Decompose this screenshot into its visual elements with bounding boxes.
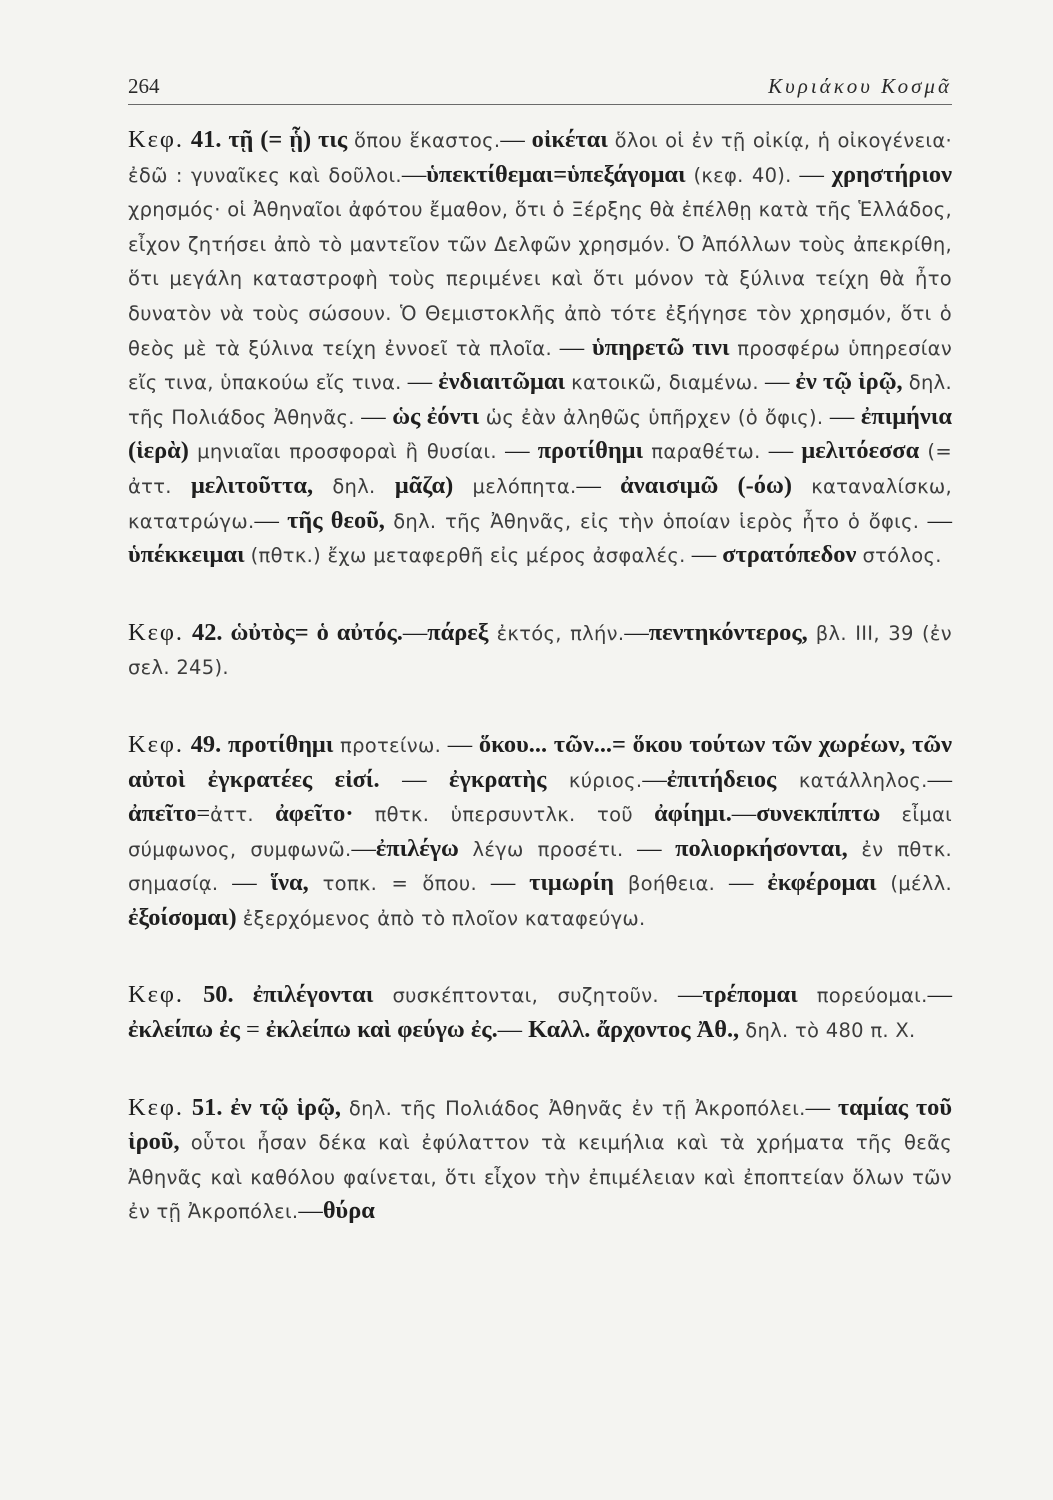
lemma-term: ἐξοίσομαι): [128, 903, 237, 931]
gloss-text: λέγω προσέτι.: [472, 837, 624, 861]
gloss-text: ἐν πθτκ. σημασίᾳ.: [128, 837, 952, 896]
separator: =: [196, 800, 211, 828]
gloss-text: τοπκ. = ὅπου.: [322, 872, 477, 896]
separator: [848, 835, 862, 862]
separator: —: [500, 126, 532, 153]
separator: —: [354, 402, 393, 430]
lemma-term: ἀπεῖτο: [128, 800, 197, 828]
separator: —: [642, 765, 667, 793]
gloss-text: προτείνω.: [340, 733, 442, 757]
chapter-number: 49.: [190, 730, 222, 758]
lemma-term: πολιορκήσονται,: [675, 834, 848, 862]
gloss-text: στόλος.: [862, 544, 942, 568]
gloss-text: συσκέπτονται, συζητοῦν.: [392, 984, 659, 1008]
separator: [459, 835, 473, 862]
lemma-term: ἐν τῷ ἱρῷ,: [230, 1093, 342, 1121]
chapter-label: Κεφ.: [128, 1093, 185, 1121]
separator: [353, 800, 374, 827]
separator: [798, 981, 817, 1008]
lemma-term: ἐπιλέγω: [375, 834, 459, 862]
gloss-text: προσφέρω ὑπηρεσίαν εἴς τινα, ὑπακούω εἴς τινα.: [128, 336, 953, 395]
separator: [608, 126, 615, 153]
chapter-entries: [128, 981, 952, 1043]
separator: [309, 869, 323, 896]
separator: —: [254, 506, 288, 534]
separator: —: [760, 437, 802, 465]
separator: —: [658, 981, 703, 1009]
commentary-body: [128, 123, 952, 1272]
lemma-term: ἐνδιαιτῶμαι: [438, 368, 566, 396]
separator: —: [218, 869, 271, 897]
gloss-text: (πθτκ.) ἔχω μεταφερθῆ εἰς μέρος ἀσφαλές.: [250, 544, 686, 568]
gloss-text: πθτκ. ὑπερσυντλκ. τοῦ: [374, 803, 633, 827]
chapter-entries: [128, 126, 952, 568]
separator: —: [758, 368, 796, 396]
gloss-text: δηλ. τὸ 480 π. Χ.: [745, 1019, 916, 1043]
lemma-term: Καλλ. ἄρχοντος Ἀθ.,: [528, 1016, 740, 1044]
chapter-section-42: [128, 616, 952, 685]
separator: —: [441, 730, 479, 758]
separator: —: [497, 1016, 529, 1044]
separator: —: [351, 834, 376, 862]
lemma-term: τῆς θεοῦ,: [287, 506, 385, 534]
separator: [792, 472, 811, 499]
lemma-term: στρατόπεδον: [722, 541, 857, 569]
lemma-term: ὡὐτὸς= ὁ αὐτός.: [230, 618, 403, 646]
separator: —: [731, 800, 757, 828]
separator: —: [496, 437, 538, 465]
lemma-term: ταμίας τοῦ ἱροῦ,: [128, 1093, 952, 1156]
separator: [489, 619, 497, 646]
lemma-term: ὑπηρετῶ τινι: [591, 333, 730, 361]
separator: —: [379, 765, 449, 793]
separator: —: [623, 834, 676, 862]
lemma-term: ἐγκρατὴς: [448, 765, 547, 793]
gloss-text: πορεύομαι.: [816, 984, 928, 1008]
separator: —: [715, 869, 768, 897]
chapter-label: Κεφ.: [128, 618, 185, 646]
separator: —: [298, 1197, 323, 1225]
chapter-paragraph: [128, 123, 952, 573]
gloss-text: δηλ. τῆς Ἀθηνᾶς, εἰς τὴν ὁποίαν ἱερὸς ἦτο ὁ ὄφις.: [393, 509, 920, 533]
lemma-term: ἐπιτήδειος: [666, 765, 777, 793]
lemma-term: ἵνα,: [270, 869, 309, 897]
lemma-term: ὑπεκτίθεμαι=ὑπεξάγομαι: [426, 160, 686, 188]
separator: [180, 1128, 191, 1155]
lemma-term: ὑπέκκειμαι: [128, 541, 245, 569]
separator: [341, 1094, 349, 1121]
lemma-term: ὡς ἐόντι: [392, 402, 480, 430]
separator: [376, 472, 395, 499]
chapter-number: 42.: [192, 618, 223, 646]
separator: —: [624, 618, 649, 646]
lemma-term: ἐπιλέγονται: [252, 981, 374, 1009]
gloss-text: ἀττ.: [210, 803, 254, 827]
chapter-number: 41.: [190, 126, 222, 153]
separator: [633, 800, 654, 827]
lemma-term: οἰκέται: [531, 126, 608, 153]
lemma-term: ἐκφέρομαι: [767, 869, 877, 897]
gloss-text: μηνιαῖαι προσφοραὶ ἢ θυσίαι.: [197, 440, 497, 464]
chapter-number: 51.: [191, 1093, 223, 1121]
chapter-paragraph: [128, 616, 952, 685]
gloss-text: χρησμός· οἱ Ἀθηναῖοι ἀφότου ἔμαθον, ὅτι ὁ Ξέρξης θὰ ἐπέλθῃ κατὰ τῆς Ἑλλάδος, εἶχον ζητήσει ἀπὸ τὸ μαντεῖον τῶν Δελφῶν χρησμόν. Ὁ Ἀπόλλων τοὺς ἀπεκρίθη, ὅτι μεγάλη καταστροφὴ τοὺς περιμένει καὶ ὅτι μόνον τὰ ξύλινα τείχη θὰ ἦτο δυνατὸν νὰ τοὺς σώσουν. Ὁ Θεμιστοκλῆς ἀπὸ τότε ἐξήγησε τὸν χρησμόν, ὅτι ὁ θεὸς μὲ τὰ ξύλινα τείχη ἐννοεῖ τὰ πλοῖα.: [128, 198, 952, 360]
lemma-term: πάρεξ: [427, 618, 489, 646]
separator: [614, 869, 628, 896]
gloss-text: ἐξερχόμενος ἀπὸ τὸ πλοῖον καταφεύγω.: [242, 906, 646, 930]
gloss-text: ὅλοι οἱ ἐν τῇ οἰκίᾳ, ἡ οἰκογένεια· ἐδῶ : γυναῖκες καὶ δοῦλοι.: [128, 129, 952, 187]
gloss-text: (κεφ. 40).: [693, 163, 792, 187]
header-rule: [128, 104, 952, 105]
separator: —: [401, 160, 427, 188]
separator: [546, 766, 569, 793]
gloss-text: ὡς ἐὰν ἀληθῶς ὑπῆρχεν (ὁ ὄφις).: [485, 405, 824, 429]
chapter-number: 50.: [203, 981, 234, 1009]
chapter-entries: [128, 619, 952, 681]
lemma-term: μᾶζα): [394, 471, 454, 499]
separator: [172, 472, 191, 499]
lemma-term: μελιτοῦττα,: [190, 471, 314, 499]
gloss-text: δηλ. τῆς Πολιάδος Ἀθηνᾶς.: [128, 371, 952, 429]
chapter-paragraph: [128, 728, 952, 936]
gloss-text: κατάλληλος.: [798, 768, 928, 792]
lemma-term: ἐν τῷ ἱρῷ,: [795, 368, 903, 396]
gloss-text: εἶμαι σύμφωνος, συμφωνῶ.: [128, 803, 952, 861]
gloss-text: παραθέτω.: [651, 440, 761, 464]
gloss-text: κύριος.: [568, 768, 643, 792]
lemma-term: θύρα: [322, 1197, 375, 1225]
lemma-term: ἐκλείπω καὶ φεύγω ἐς.: [265, 1016, 498, 1044]
gloss-text: βοήθεια.: [627, 872, 716, 896]
separator: —: [476, 869, 530, 897]
gloss-text: μελόπητα.: [472, 474, 577, 498]
separator: [347, 126, 354, 153]
page-number: 264: [128, 74, 160, 98]
separator: —: [576, 471, 621, 499]
lemma-term: τῇ (= ᾗ) τις: [228, 126, 348, 153]
lemma-term: συνεκπίπτω: [756, 800, 881, 828]
separator: —: [401, 368, 439, 396]
gloss-text: δηλ.: [332, 474, 376, 498]
separator: [189, 437, 197, 464]
separator: [254, 800, 275, 827]
separator: [808, 619, 816, 646]
separator: —: [685, 541, 723, 569]
chapter-section-50: [128, 978, 952, 1047]
lemma-term: ἀφίημι.: [654, 800, 732, 828]
separator: [453, 472, 472, 499]
chapter-paragraph: [128, 978, 952, 1047]
chapter-entries: [128, 1094, 952, 1225]
gloss-text: κατοικῶ, διαμένω.: [571, 371, 759, 395]
gloss-text: οὗτοι ἦσαν δέκα καὶ ἐφύλαττον τὰ κειμήλια καὶ τὰ χρήματα τῆς θεᾶς Ἀθηνᾶς καὶ καθόλου φαίνεται, ὅτι εἶχον τὴν ἐπιμέλειαν καὶ ἐποπτείαν ὅλων τῶν ἐν τῇ Ἀκροπόλει.: [128, 1131, 952, 1224]
separator: [385, 507, 393, 534]
lemma-term: τρέπομαι: [702, 981, 798, 1009]
separator: —: [551, 333, 592, 361]
lemma-term: ἐκλείπω ἐς: [128, 1016, 240, 1044]
separator: [776, 766, 799, 793]
separator: —: [791, 160, 832, 188]
separator: —: [805, 1093, 838, 1121]
lemma-term: ἐπιμήνια (ἱερὰ): [128, 402, 952, 465]
separator: —: [919, 506, 952, 534]
lemma-term: ὅκου... τῶν...= ὅκου τούτων τῶν χωρέων, τῶν αὐτοὶ ἐγκρατέες εἰσί.: [128, 730, 952, 793]
chapter-label: Κεφ.: [128, 730, 185, 758]
lemma-term: προτίθημι: [227, 730, 334, 758]
separator: —: [823, 402, 861, 430]
lemma-term: πεντηκόντερος,: [648, 618, 808, 646]
chapter-section-51: [128, 1091, 952, 1229]
lemma-term: τιμωρίη: [529, 869, 615, 897]
gloss-text: καταναλίσκω, κατατρώγω.: [128, 474, 952, 533]
lemma-term: χρηστήριον: [831, 160, 952, 188]
separator: [880, 800, 901, 827]
lemma-term: μελιτόεσσα: [801, 437, 920, 465]
gloss-text: (= ἀττ.: [128, 440, 952, 498]
separator: =: [239, 1016, 266, 1044]
gloss-text: (μέλλ.: [890, 872, 952, 896]
chapter-label: Κεφ.: [128, 126, 185, 153]
separator: [373, 981, 392, 1008]
chapter-paragraph: [128, 1091, 952, 1229]
separator: —: [402, 618, 428, 646]
separator: —: [927, 981, 952, 1009]
lemma-term: ἀναισιμῶ (-όω): [620, 471, 792, 499]
separator: [313, 472, 332, 499]
separator: [876, 869, 890, 896]
chapter-label: Κεφ.: [128, 981, 185, 1009]
separator: —: [927, 765, 952, 793]
gloss-text: βλ. ΙΙΙ, 39 (ἐν σελ. 245).: [128, 621, 952, 680]
chapter-section-41: [128, 123, 952, 573]
running-title: Κυριάκου Κοσμᾶ: [768, 74, 952, 98]
gloss-text: δηλ. τῆς Πολιάδος Ἀθηνᾶς ἐν τῇ Ἀκροπόλει.: [348, 1096, 806, 1120]
page-header: [128, 74, 952, 99]
chapter-entries: [128, 731, 952, 931]
lemma-term: προτίθημι: [537, 437, 644, 465]
lemma-term: ἀφεῖτο·: [275, 800, 354, 828]
gloss-text: ὅπου ἕκαστος.: [354, 129, 501, 152]
chapter-section-49: [128, 728, 952, 936]
gloss-text: ἐκτός, πλήν.: [496, 621, 625, 645]
